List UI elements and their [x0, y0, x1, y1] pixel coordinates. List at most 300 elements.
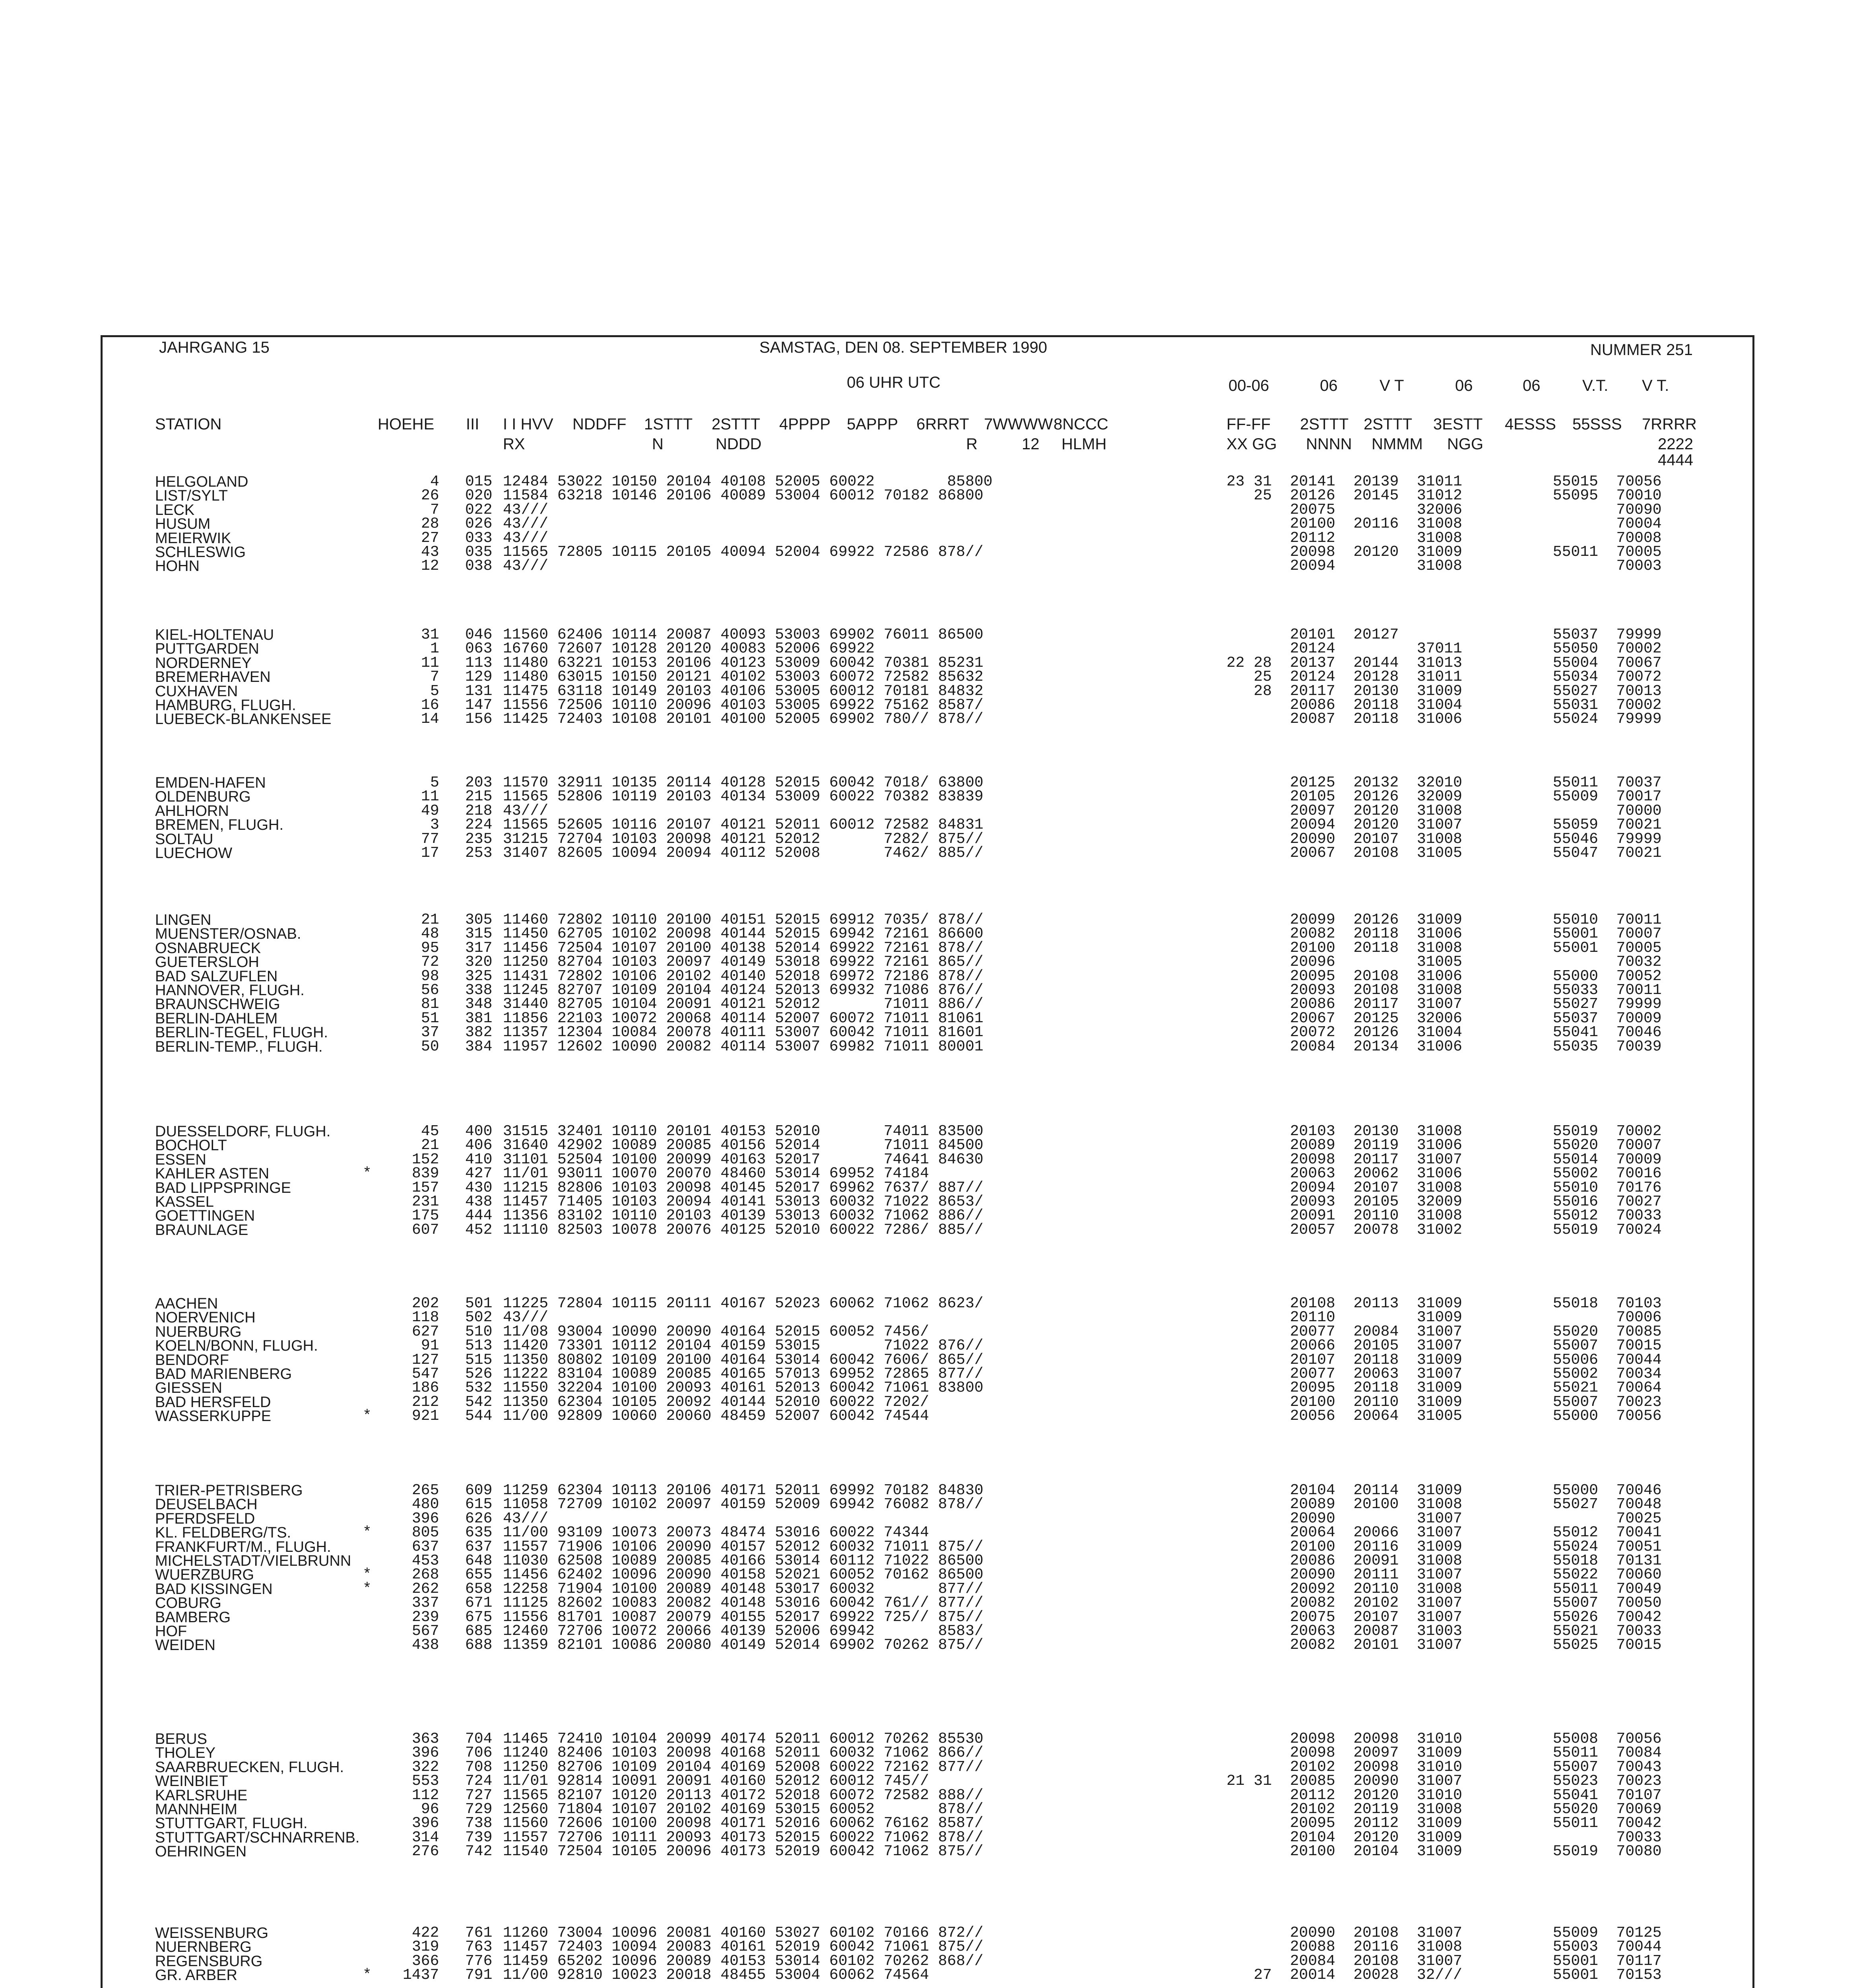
extra-groups: 20093 20105 32009 55016 70027: [1226, 1193, 1662, 1210]
col-2sttt-b: 2STTT: [1300, 415, 1349, 433]
station-name: BAD MARIENBERG: [155, 1366, 292, 1382]
extra-groups: 20082 20102 31007 55007 70050: [1226, 1594, 1662, 1612]
station-name: GOETTINGEN: [155, 1208, 255, 1225]
station-height: 77: [421, 830, 439, 848]
station-id: 046: [465, 626, 493, 643]
group-06-b: 06: [1455, 377, 1473, 394]
station-name: ESSEN: [155, 1151, 206, 1168]
group-vt-1: V T: [1380, 377, 1404, 394]
station-id: 727: [465, 1786, 493, 1804]
station-id: 688: [465, 1637, 493, 1654]
station-name: KAHLER ASTEN: [155, 1165, 270, 1182]
col-xxgg: XX GG: [1226, 435, 1277, 453]
station-height: 11: [421, 788, 439, 806]
extra-groups: 20098 20098 31010 55008 70056: [1226, 1730, 1662, 1747]
station-height: 422: [412, 1924, 439, 1941]
station-name: GUETERSLOH: [155, 954, 259, 971]
extra-groups: 20063 20062 31006 55002 70016: [1226, 1165, 1662, 1182]
station-height: 396: [412, 1815, 439, 1832]
extra-groups: 25 20124 20128 31011 55034 70072: [1226, 668, 1662, 686]
col-hlmh: HLMH: [1061, 435, 1107, 453]
station-name: BAD LIPPSPRINGE: [155, 1179, 291, 1196]
synop-groups: 31515 32401 10110 20101 40153 52010 74011 83500: [503, 1123, 984, 1140]
station-id: 033: [465, 529, 493, 547]
station-id: 609: [465, 1482, 493, 1499]
extra-groups: 20099 20126 31009 55010 70011: [1226, 911, 1662, 928]
station-name: LECK: [155, 501, 195, 518]
extra-groups: 20067 20108 31005 55047 70021: [1226, 845, 1662, 862]
station-id: 015: [465, 473, 493, 490]
station-height: 56: [421, 982, 439, 999]
station-height: 45: [421, 1123, 439, 1140]
station-name: SOLTAU: [155, 831, 213, 848]
station-height: 212: [412, 1393, 439, 1411]
station-id: 626: [465, 1510, 493, 1527]
extra-groups: 20064 20066 31007 55012 70041: [1226, 1524, 1662, 1541]
extra-groups: 20094 20120 31007 55059 70021: [1226, 816, 1662, 834]
extra-groups: 22 28 20137 20144 31013 55004 70067: [1226, 654, 1662, 672]
station-id: 320: [465, 953, 493, 971]
station-height: 95: [421, 939, 439, 957]
col-4esss: 4ESSS: [1505, 415, 1556, 433]
extra-groups: 20103 20130 31008 55019 70002: [1226, 1123, 1662, 1140]
station-height: 438: [412, 1637, 439, 1654]
extra-groups: 20107 20118 31009 55006 70044: [1226, 1351, 1662, 1369]
station-height: 202: [412, 1295, 439, 1312]
station-id: 218: [465, 802, 493, 819]
group-06-a: 06: [1320, 377, 1338, 394]
station-height: 627: [412, 1323, 439, 1340]
station-height: 7: [430, 501, 439, 518]
station-name: HANNOVER, FLUGH.: [155, 982, 305, 999]
extra-groups: 20108 20113 31009 55018 70103: [1226, 1295, 1662, 1312]
time-group-header: 06 UHR UTC: [847, 374, 941, 391]
extra-groups: 20112 20120 31010 55041 70107: [1226, 1786, 1662, 1804]
station-height: 231: [412, 1193, 439, 1210]
station-name: OSNABRUECK: [155, 940, 261, 957]
station-height: 51: [421, 1010, 439, 1027]
issue-number: NUMMER 251: [1590, 341, 1693, 359]
station-name: LUECHOW: [155, 845, 233, 862]
col-nmmm: NMMM: [1372, 435, 1423, 453]
col-6rrrt: 6RRRT: [916, 415, 969, 433]
station-name: LIST/SYLT: [155, 487, 228, 505]
station-id: 438: [465, 1193, 493, 1210]
date-label: SAMSTAG, DEN 08. SEPTEMBER 1990: [759, 339, 1047, 356]
station-id: 406: [465, 1137, 493, 1154]
synop-groups: 31407 82605 10094 20094 40112 52008 7462/ 885//: [503, 845, 984, 862]
station-height: 276: [412, 1843, 439, 1860]
col-nddff: NDDFF: [572, 415, 627, 433]
synop-groups: 11431 72802 10106 20102 40140 52018 69972 72186 878//: [503, 967, 984, 985]
col-3estt: 3ESTT: [1433, 415, 1483, 433]
extra-groups: 20072 20126 31004 55041 70046: [1226, 1024, 1662, 1041]
station-height: 314: [412, 1829, 439, 1846]
extra-groups: 20097 20120 31008 70000: [1226, 802, 1662, 819]
synop-groups: 11/01 92814 10091 20091 40160 52012 60012 745//: [503, 1773, 929, 1790]
station-height: 637: [412, 1538, 439, 1555]
station-id: 776: [465, 1952, 493, 1970]
synop-groups: 11350 80802 10109 20100 40164 53014 60042 7606/ 865//: [503, 1351, 984, 1369]
station-id: 113: [465, 654, 493, 672]
synop-groups: 11957 12602 10090 20082 40114 53007 69982 71011 80001: [503, 1038, 984, 1055]
synop-groups: 11/00 92809 10060 20060 48459 52007 60042 74544: [503, 1408, 929, 1425]
station-height: 3: [430, 816, 439, 834]
range-group-header: 00-06: [1228, 377, 1269, 394]
col-n: N: [652, 435, 664, 453]
synop-groups: 11356 83102 10110 20103 40139 53013 60032 71062 886//: [503, 1207, 984, 1225]
station-id: 203: [465, 774, 493, 791]
extra-groups: 20077 20063 31007 55002 70034: [1226, 1365, 1662, 1382]
station-height: 96: [421, 1801, 439, 1818]
station-name: BERUS: [155, 1731, 207, 1747]
extra-groups: 20110 31009 70006: [1226, 1309, 1662, 1326]
station-height: 1: [430, 640, 439, 658]
synop-groups: 11457 71405 10103 20094 40141 53013 60032 71022 8653/: [503, 1193, 984, 1210]
station-id: 526: [465, 1365, 493, 1382]
station-height: 49: [421, 802, 439, 819]
extra-groups: 20100 20104 31009 55019 70080: [1226, 1843, 1662, 1860]
synop-groups: 11560 72606 10100 20098 40171 52016 60062 76162 8587/: [503, 1815, 984, 1832]
station-height: 91: [421, 1337, 439, 1355]
station-id: 427: [465, 1165, 493, 1182]
station-name: REGENSBURG: [155, 1953, 263, 1970]
col-4pppp: 4PPPP: [779, 415, 831, 433]
extra-groups: 20100 20110 31009 55007 70023: [1226, 1393, 1662, 1411]
station-id: 542: [465, 1393, 493, 1411]
synop-groups: 31215 72704 10103 20098 40121 52012 7282/ 875//: [503, 830, 984, 848]
station-id: 532: [465, 1379, 493, 1397]
extra-groups: 20095 20108 31006 55000 70052: [1226, 967, 1662, 985]
col-nnnn: NNNN: [1306, 435, 1352, 453]
synop-groups: 11110 82503 10078 20076 40125 52010 60022 7286/ 885//: [503, 1221, 984, 1239]
extra-groups: 20098 20120 31009 55011 70005: [1226, 544, 1662, 561]
synop-groups: 12258 71904 10100 20089 40148 53017 60032 877//: [503, 1580, 984, 1598]
station-name: NUERBURG: [155, 1323, 242, 1340]
synop-groups: 11/00 93109 10073 20073 48474 53016 60022 74344: [503, 1524, 929, 1541]
col-nddd: NDDD: [716, 435, 762, 453]
synop-groups: 11584 63218 10146 20106 40089 53004 60012 70182 86800: [503, 487, 984, 505]
synop-groups: 43///: [503, 1510, 549, 1527]
synop-groups: 11556 72506 10110 20096 40103 53005 69922 75162 8587/: [503, 697, 984, 714]
station-id: 215: [465, 788, 493, 806]
synop-groups: 11350 62304 10105 20092 40144 52010 60022 7202/: [503, 1393, 929, 1411]
col-ngg: NGG: [1447, 435, 1484, 453]
col-station: STATION: [155, 415, 222, 433]
extra-groups: 20089 20119 31006 55020 70007: [1226, 1137, 1662, 1154]
station-id: 513: [465, 1337, 493, 1355]
station-name: STUTTGART, FLUGH.: [155, 1815, 308, 1832]
synop-groups: 11357 12304 10084 20078 40111 53007 60042 71011 81601: [503, 1024, 984, 1041]
extra-groups: 20101 20127 55037 79999: [1226, 626, 1662, 643]
synop-groups: 11560 62406 10114 20087 40093 53003 69902 76011 86500: [503, 626, 984, 643]
synop-groups: 11565 82107 10120 20113 40172 52018 60072 72582 888//: [503, 1786, 984, 1804]
col-iihvv: I I HVV: [503, 415, 553, 433]
station-name: BERLIN-DAHLEM: [155, 1010, 278, 1027]
extra-groups: 20094 20107 31008 55010 70176: [1226, 1179, 1662, 1196]
station-name: DEUSELBACH: [155, 1496, 258, 1513]
station-height: 396: [412, 1744, 439, 1762]
station-height: 921: [412, 1408, 439, 1425]
synop-groups: 11565 52806 10119 20103 40134 53009 60022 70382 83839: [503, 788, 984, 806]
station-id: 224: [465, 816, 493, 834]
station-name: MUENSTER/OSNAB.: [155, 926, 301, 943]
station-name: NOERVENICH: [155, 1309, 256, 1326]
synop-groups: 11030 62508 10089 20085 40166 53014 60112 71022 86500: [503, 1552, 984, 1569]
extra-groups: 20086 20118 31004 55031 70002: [1226, 697, 1662, 714]
synop-groups: 11359 82101 10086 20080 40149 52014 69902 70262 875//: [503, 1637, 984, 1654]
station-height: 12: [421, 557, 439, 575]
col-rx: RX: [503, 435, 525, 453]
extra-groups: 20105 20126 32009 55009 70017: [1226, 788, 1662, 806]
mountain-station-mark: *: [363, 1580, 372, 1598]
station-name: OEHRINGEN: [155, 1843, 247, 1860]
station-height: 547: [412, 1365, 439, 1382]
extra-groups: 20098 20097 31009 55011 70084: [1226, 1744, 1662, 1762]
station-height: 98: [421, 967, 439, 985]
station-id: 131: [465, 682, 493, 700]
station-id: 384: [465, 1038, 493, 1055]
extra-groups: 21 31 20085 20090 31007 55023 70023: [1226, 1773, 1662, 1790]
col-2sttt: 2STTT: [712, 415, 761, 433]
station-height: 839: [412, 1165, 439, 1182]
extra-groups: 20104 20114 31009 55000 70046: [1226, 1482, 1662, 1499]
extra-groups: 20084 20134 31006 55035 70039: [1226, 1038, 1662, 1055]
col-hoehe: HOEHE: [378, 415, 435, 433]
station-height: 366: [412, 1952, 439, 1970]
station-name: BAD KISSINGEN: [155, 1580, 273, 1598]
station-id: 156: [465, 711, 493, 728]
station-name: KOELN/BONN, FLUGH.: [155, 1338, 318, 1355]
station-id: 235: [465, 830, 493, 848]
synop-groups: 11480 63015 10150 20121 40102 53003 60072 72582 85632: [503, 668, 984, 686]
station-name: WASSERKUPPE: [155, 1408, 272, 1425]
station-height: 50: [421, 1038, 439, 1055]
mountain-station-mark: *: [363, 1566, 372, 1584]
synop-groups: 43///: [503, 501, 549, 518]
station-id: 671: [465, 1594, 493, 1612]
station-name: GIESSEN: [155, 1380, 222, 1397]
station-height: 28: [421, 515, 439, 533]
station-id: 038: [465, 557, 493, 575]
synop-groups: 11565 72805 10115 20105 40094 52004 69922 72586 878//: [503, 544, 984, 561]
station-id: 452: [465, 1221, 493, 1239]
synop-groups: 11245 82707 10109 20104 40124 52013 69932 71086 876//: [503, 982, 984, 999]
station-id: 658: [465, 1580, 493, 1598]
station-name: KASSEL: [155, 1194, 214, 1210]
synop-groups: 11450 62705 10102 20098 40144 52015 69942 72161 86600: [503, 925, 984, 943]
extra-groups: 20087 20118 31006 55024 79999: [1226, 711, 1662, 728]
col-1sttt: 1STTT: [644, 415, 693, 433]
synop-groups: 11215 82806 10103 20098 40145 52017 69962 7637/ 887//: [503, 1179, 984, 1196]
station-height: 805: [412, 1524, 439, 1541]
station-height: 5: [430, 774, 439, 791]
station-height: 17: [421, 845, 439, 862]
synop-groups: 12460 72706 10072 20066 40139 52006 69942 8583/: [503, 1623, 984, 1640]
extra-groups: 20090 20107 31008 55046 79999: [1226, 830, 1662, 848]
synop-groups: 11457 72403 10094 20083 40161 52019 60042 71061 875//: [503, 1938, 984, 1956]
col-5appp: 5APPP: [847, 415, 898, 433]
station-height: 265: [412, 1482, 439, 1499]
station-id: 738: [465, 1815, 493, 1832]
jahrgang-label: JAHRGANG 15: [159, 339, 270, 356]
station-name: NUERNBERG: [155, 1939, 252, 1956]
synop-groups: 43///: [503, 515, 549, 533]
station-height: 453: [412, 1552, 439, 1569]
synop-groups: 11565 52605 10116 20107 40121 52011 60012 72582 84831: [503, 816, 984, 834]
synop-groups: 11540 72504 10105 20096 40173 52019 60042 71062 875//: [503, 1843, 984, 1860]
station-height: 1437: [403, 1967, 439, 1984]
station-height: 157: [412, 1179, 439, 1196]
station-name: MICHELSTADT/VIELBRUNN: [155, 1553, 351, 1569]
station-name: SCHLESWIG: [155, 544, 246, 561]
station-height: 72: [421, 953, 439, 971]
extra-groups: 20084 20108 31007 55001 70117: [1226, 1952, 1662, 1970]
station-height: 152: [412, 1151, 439, 1168]
extra-groups: 20102 20098 31010 55007 70043: [1226, 1758, 1662, 1776]
station-height: 268: [412, 1566, 439, 1584]
synop-groups: 11260 73004 10096 20081 40160 53027 60102 70166 872//: [503, 1924, 984, 1941]
station-name: PFERDSFELD: [155, 1510, 255, 1527]
station-name: HOF: [155, 1623, 187, 1640]
extra-groups: 20100 20116 31009 55024 70051: [1226, 1538, 1662, 1555]
station-id: 382: [465, 1024, 493, 1041]
mountain-station-mark: *: [363, 1165, 372, 1182]
synop-groups: 43///: [503, 802, 549, 819]
synop-groups: 11459 65202 10096 20089 40153 53014 60102 70262 868//: [503, 1952, 984, 1970]
station-id: 510: [465, 1323, 493, 1340]
synop-groups: 11456 62402 10096 20090 40158 52021 60052 70162 86500: [503, 1566, 984, 1584]
station-id: 685: [465, 1623, 493, 1640]
station-id: 544: [465, 1408, 493, 1425]
extra-groups: 20091 20110 31008 55012 70033: [1226, 1207, 1662, 1225]
synop-groups: 11480 63221 10153 20106 40123 53009 60042 70381 85231: [503, 654, 984, 672]
station-name: CUXHAVEN: [155, 683, 238, 700]
synop-groups: 11460 72802 10110 20100 40151 52015 69912 7035/ 878//: [503, 911, 984, 928]
station-name: KARLSRUHE: [155, 1787, 248, 1804]
station-name: FRANKFURT/M., FLUGH.: [155, 1538, 331, 1555]
station-name: TRIER-PETRISBERG: [155, 1482, 303, 1499]
station-height: 175: [412, 1207, 439, 1225]
synop-groups: 31101 52504 10100 20099 40163 52017 74641 84630: [503, 1151, 984, 1168]
station-height: 396: [412, 1510, 439, 1527]
station-height: 112: [412, 1786, 439, 1804]
synop-groups: 11856 22103 10072 20068 40114 52007 60072 71011 81061: [503, 1010, 984, 1027]
extra-groups: 20095 20112 31009 55011 70042: [1226, 1815, 1662, 1832]
station-name: DUESSELDORF, FLUGH.: [155, 1123, 331, 1140]
station-name: BOCHOLT: [155, 1137, 227, 1154]
station-name: BAD SALZUFLEN: [155, 968, 278, 985]
station-name: KIEL-HOLTENAU: [155, 627, 274, 643]
station-name: EMDEN-HAFEN: [155, 775, 266, 791]
station-height: 43: [421, 544, 439, 561]
synop-groups: 16760 72607 10128 20120 40083 52006 69922: [503, 640, 875, 658]
extra-groups: 20100 20118 31008 55001 70005: [1226, 939, 1662, 957]
group-vt-3: V T.: [1642, 377, 1669, 394]
station-height: 27: [421, 529, 439, 547]
station-name: NORDERNEY: [155, 654, 252, 672]
synop-groups: 11250 82706 10109 20104 40169 52008 60022 72162 877//: [503, 1758, 984, 1776]
extra-groups: 20090 20108 31007 55009 70125: [1226, 1924, 1662, 1941]
col-4444: 4444: [1658, 451, 1693, 469]
station-height: 5: [430, 682, 439, 700]
synop-groups: 12560 71804 10107 20102 40169 53015 60052 878//: [503, 1801, 984, 1818]
extra-groups: 20102 20119 31008 55020 70069: [1226, 1801, 1662, 1818]
extra-groups: 20082 20118 31006 55001 70007: [1226, 925, 1662, 943]
synop-groups: 11222 83104 10089 20085 40165 57013 69952 72865 877//: [503, 1365, 984, 1382]
station-id: 063: [465, 640, 493, 658]
station-name: AACHEN: [155, 1295, 218, 1312]
extra-groups: 20056 20064 31005 55000 70056: [1226, 1408, 1662, 1425]
station-id: 444: [465, 1207, 493, 1225]
synop-groups: 11557 71906 10106 20090 40157 52012 60032 71011 875//: [503, 1538, 984, 1555]
extra-groups: 28 20117 20130 31009 55027 70013: [1226, 682, 1662, 700]
col-iii: III: [466, 415, 479, 433]
mountain-station-mark: *: [363, 1967, 372, 1984]
station-name: BAD HERSFELD: [155, 1394, 271, 1411]
mountain-station-mark: *: [363, 1408, 372, 1425]
station-height: 4: [430, 473, 439, 490]
station-name: KL. FELDBERG/TS.: [155, 1524, 291, 1541]
synop-groups: 31640 42902 10089 20085 40156 52014 71011 84500: [503, 1137, 984, 1154]
station-id: 675: [465, 1608, 493, 1626]
station-height: 26: [421, 487, 439, 505]
station-height: 337: [412, 1594, 439, 1612]
synop-groups: 11556 81701 10087 20079 40155 52017 69922 725// 875//: [503, 1608, 984, 1626]
station-name: WEIDEN: [155, 1637, 215, 1654]
station-name: HOHN: [155, 558, 200, 575]
station-id: 035: [465, 544, 493, 561]
station-name: LUEBECK-BLANKENSEE: [155, 711, 332, 728]
station-id: 515: [465, 1351, 493, 1369]
synop-groups: 11425 72403 10108 20101 40100 52005 69902 780// 878//: [503, 711, 984, 728]
station-height: 607: [412, 1221, 439, 1239]
station-name: BRAUNSCHWEIG: [155, 996, 280, 1013]
station-height: 127: [412, 1351, 439, 1369]
synop-groups: 12484 53022 10150 20104 40108 52005 60022 85800: [503, 473, 993, 490]
station-name: COBURG: [155, 1595, 221, 1612]
station-name: GR. ARBER: [155, 1967, 237, 1984]
station-name: BERLIN-TEMP., FLUGH.: [155, 1038, 323, 1055]
station-id: 381: [465, 1010, 493, 1027]
station-height: 239: [412, 1608, 439, 1626]
station-id: 410: [465, 1151, 493, 1168]
station-id: 430: [465, 1179, 493, 1196]
col-12: 12: [1022, 435, 1040, 453]
station-height: 553: [412, 1773, 439, 1790]
station-id: 704: [465, 1730, 493, 1747]
extra-groups: 20057 20078 31002 55019 70024: [1226, 1221, 1662, 1239]
station-id: 338: [465, 982, 493, 999]
station-id: 729: [465, 1801, 493, 1818]
station-height: 16: [421, 697, 439, 714]
extra-groups: 20098 20117 31007 55014 70009: [1226, 1151, 1662, 1168]
station-id: 348: [465, 996, 493, 1013]
synop-groups: 11465 72410 10104 20099 40174 52011 60012 70262 85530: [503, 1730, 984, 1747]
station-id: 026: [465, 515, 493, 533]
col-55sss: 55SSS: [1572, 415, 1622, 433]
synop-groups: 11240 82406 10103 20098 40168 52011 60032 71062 866//: [503, 1744, 984, 1762]
station-height: 118: [412, 1309, 439, 1326]
station-height: 21: [421, 1137, 439, 1154]
station-id: 022: [465, 501, 493, 518]
synop-groups: 43///: [503, 557, 549, 575]
station-height: 37: [421, 1024, 439, 1041]
station-name: WUERZBURG: [155, 1567, 254, 1584]
extra-groups: 20096 31005 70032: [1226, 953, 1662, 971]
station-id: 791: [465, 1967, 493, 1984]
station-height: 363: [412, 1730, 439, 1747]
